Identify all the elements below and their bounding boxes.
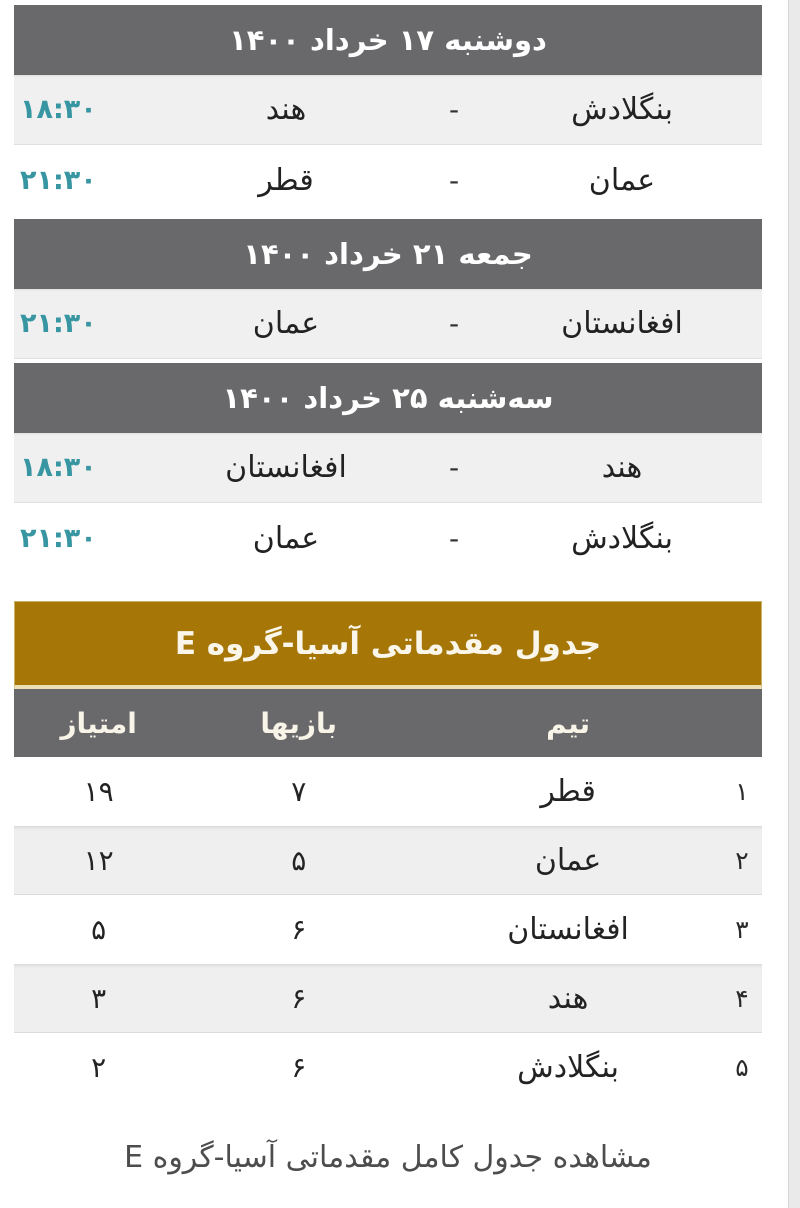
- standings-row: [14, 826, 762, 895]
- played-value: ۶: [291, 913, 307, 946]
- match-row[interactable]: [14, 433, 762, 503]
- date-header-label: جمعه ۲۱ خرداد ۱۴۰۰: [243, 237, 533, 271]
- away-team-name: هند: [265, 92, 307, 127]
- played-value: ۷: [291, 775, 307, 808]
- played-value: ۵: [291, 844, 307, 877]
- home-team-name: عمان: [588, 162, 656, 198]
- separator-dash: -: [448, 521, 460, 555]
- match-time: ۲۱:۳۰: [20, 522, 97, 554]
- separator-dash: -: [448, 93, 460, 126]
- column-header-played: بازیها: [260, 706, 338, 740]
- date-header: [14, 5, 762, 75]
- played-value: ۶: [291, 1051, 307, 1084]
- away-team-name: عمان: [252, 306, 320, 341]
- points-value: ۲: [91, 1051, 107, 1084]
- rank-label: ۱: [735, 777, 749, 806]
- points-value: ۱۲: [83, 844, 114, 877]
- rank-label: ۳: [735, 915, 749, 944]
- schedule-section: [14, 219, 762, 359]
- schedule-section: [14, 5, 762, 215]
- right-edge-strip: [788, 0, 800, 1208]
- date-header: [14, 219, 762, 289]
- points-value: ۵: [91, 913, 107, 946]
- standings-title: جدول مقدماتی آسیا-گروه E: [174, 625, 602, 662]
- rank-label: ۲: [735, 846, 749, 875]
- home-team-name: بنگلادش: [571, 520, 673, 556]
- team-name: افغانستان: [507, 912, 629, 947]
- standings-card: [14, 601, 762, 1175]
- points-value: ۳: [91, 982, 107, 1015]
- column-header-team: تیم: [546, 706, 591, 740]
- standings-row: [14, 757, 762, 826]
- rank-label: ۵: [735, 1053, 749, 1082]
- match-time: ۲۱:۳۰: [20, 308, 97, 339]
- standings-row: [14, 1033, 762, 1102]
- match-row[interactable]: [14, 145, 762, 215]
- match-time: ۱۸:۳۰: [20, 94, 97, 125]
- separator-dash: -: [448, 307, 460, 340]
- away-team-name: قطر: [258, 162, 314, 198]
- points-value: ۱۹: [83, 775, 114, 808]
- date-header: [14, 363, 762, 433]
- standings-title-bar: [14, 601, 762, 689]
- match-row[interactable]: [14, 289, 762, 359]
- standings-header-row: [14, 689, 762, 757]
- match-row[interactable]: [14, 75, 762, 145]
- schedule-section: [14, 363, 762, 573]
- match-row[interactable]: [14, 503, 762, 573]
- standings-row: [14, 895, 762, 964]
- date-header-label: دوشنبه ۱۷ خرداد ۱۴۰۰: [229, 23, 547, 57]
- separator-dash: -: [448, 163, 460, 197]
- away-team-name: عمان: [252, 520, 320, 556]
- fixtures-and-standings-widget: [14, 5, 762, 1175]
- team-name: هند: [547, 981, 589, 1016]
- column-header-points: امتیاز: [60, 706, 137, 740]
- match-time: ۲۱:۳۰: [20, 164, 97, 196]
- standings-row: [14, 964, 762, 1033]
- view-full-table-link[interactable]: مشاهده جدول کامل مقدماتی آسیا-گروه E: [124, 1140, 652, 1175]
- rank-label: ۴: [735, 984, 749, 1013]
- team-name: عمان: [534, 843, 602, 878]
- team-name: بنگلادش: [517, 1050, 620, 1085]
- away-team-name: افغانستان: [225, 450, 347, 485]
- played-value: ۶: [291, 982, 307, 1015]
- team-name: قطر: [540, 774, 596, 809]
- home-team-name: هند: [601, 450, 643, 485]
- home-team-name: افغانستان: [561, 306, 683, 341]
- separator-dash: -: [448, 451, 460, 484]
- match-time: ۱۸:۳۰: [20, 452, 97, 483]
- home-team-name: بنگلادش: [571, 92, 673, 127]
- date-header-label: سه‌شنبه ۲۵ خرداد ۱۴۰۰: [222, 381, 554, 415]
